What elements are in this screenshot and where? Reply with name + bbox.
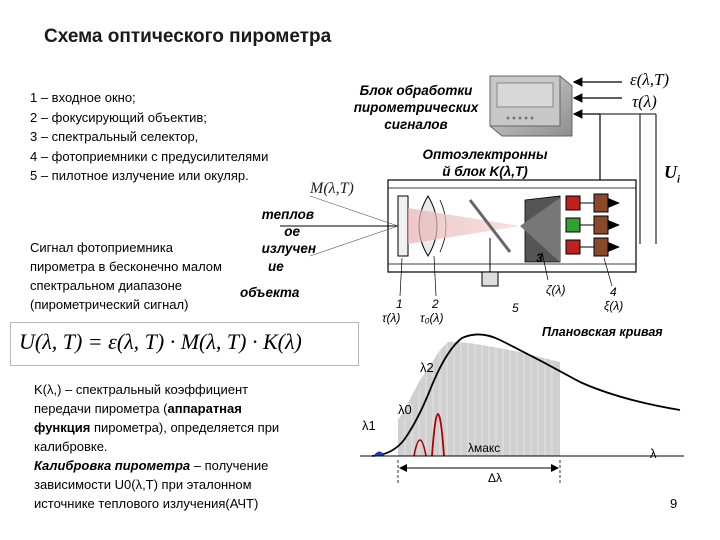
- legend-item: 3 – спектральный селектор,: [30, 129, 199, 144]
- photodetector-array: [566, 194, 620, 256]
- label-tau0: τ₀(λ): [420, 311, 444, 325]
- k-description: K(λ,) – спектральный коэффициент передачи пирометра (аппаратная функция пирометра), определяется при калибровке. Калибровка пирометра – получение зависимости U0(λ,T) при эталонном источнике теплового излучения(АЧТ): [34, 382, 280, 511]
- legend-item: 2 – фокусирующий объектив;: [30, 109, 207, 125]
- optoelectronic-block-label: Оптоэлектронны й блок K(λ,T): [422, 147, 548, 179]
- thermal-radiation-label: теплов ое излучен: [261, 207, 316, 256]
- label-tau: τ(λ): [382, 311, 401, 325]
- label-xi: ξ(λ): [604, 299, 624, 313]
- thermal-radiation-label-cont: ие: [268, 259, 284, 274]
- page-number: 9: [670, 496, 678, 511]
- signal-formula: U(λ, T) = ε(λ, T) · M(λ, T) · K(λ): [19, 329, 302, 354]
- label-lambda-max: λмакс: [468, 441, 501, 455]
- band-lambda1: [374, 452, 384, 456]
- label-zeta: ζ(λ): [546, 283, 566, 297]
- emissivity-label: ε(λ,T): [630, 70, 670, 89]
- label-detector: 4: [610, 285, 617, 299]
- processing-block-label: Блок обработки пирометрических сигналов: [353, 83, 479, 132]
- signal-description: Сигнал фотоприемника пирометра в бесконечно малом спектральном диапазоне (пирометрический сигнал): [30, 240, 222, 312]
- legend-item: 1 – входное окно;: [30, 90, 136, 105]
- thermal-radiation-label-end: объекта: [240, 285, 300, 300]
- spectral-exitance-label: M(λ,T): [310, 180, 354, 197]
- page-title: Схема оптического пирометра: [44, 26, 332, 47]
- label-lambda0: λ0: [398, 402, 412, 417]
- legend-item: 4 – фотоприемники с предусилителями: [30, 148, 269, 164]
- radiation-ray: [310, 226, 398, 256]
- label-window: 1: [396, 297, 403, 311]
- transmittance-label: τ(λ): [632, 92, 657, 111]
- processing-unit: [490, 76, 572, 136]
- planck-curve-label: Плановская кривая: [542, 325, 663, 339]
- label-delta-lambda: Δλ: [488, 471, 503, 485]
- label-eyepiece: 5: [512, 301, 519, 315]
- legend-item: 5 – пилотное излучение или окуляр.: [30, 168, 249, 183]
- entrance-window: [398, 196, 408, 256]
- label-lambda-axis: λ: [650, 446, 657, 461]
- output-signal-label: $U_i$: [664, 162, 681, 186]
- label-lens: 2: [432, 297, 439, 311]
- label-selector: 3: [536, 251, 543, 265]
- radiation-ray: [310, 196, 398, 226]
- label-lambda1: λ1: [362, 418, 376, 433]
- label-lambda2: λ2: [420, 360, 434, 375]
